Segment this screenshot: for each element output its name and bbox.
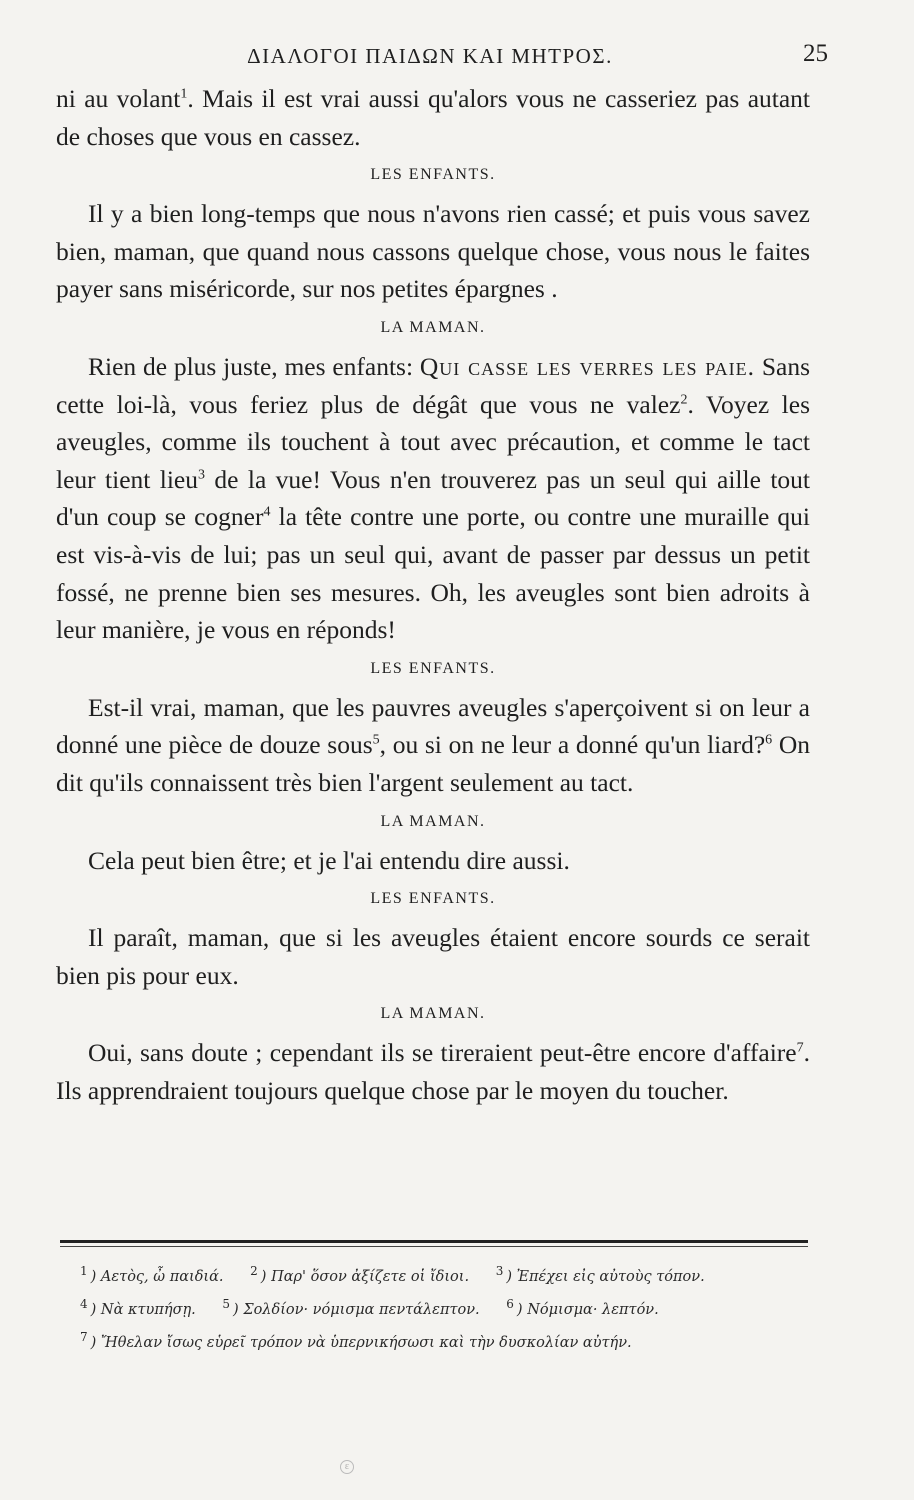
speaker-label: LES ENFANTS. xyxy=(370,166,496,184)
footnote-text: Νόμισμα· λεπτόν. xyxy=(527,1301,659,1318)
footnote-rule-thin xyxy=(60,1246,808,1247)
footnote-ref: 5 xyxy=(372,732,380,748)
paragraph xyxy=(56,1034,810,1109)
text-run: de la vue! Vous n'en trouverez pas un seul qui aille tout d'un coup se cogner xyxy=(56,464,810,532)
footnote-text: Νὰ κτυπήσῃ. xyxy=(100,1301,196,1318)
text-run: Sans cette loi-là, vous feriez plus de dégât que vous ne valez xyxy=(56,351,810,419)
footnote: $^4$ ) Νὰ κτυπήσῃ. xyxy=(80,1296,196,1318)
footnote-ref: 6 xyxy=(765,732,773,748)
page-number: 25 xyxy=(803,40,828,67)
footnote: $^6$ ) Νόμισμα· λεπτόν. xyxy=(506,1296,659,1318)
text-run: . Voyez les aveugles, comme ils touchent à tout avec précaution, et comme le tact leur tient lieu xyxy=(56,389,810,494)
footnote: $^3$ ) Ἐπέχει εἰς αὐτοὺς τόπον. xyxy=(495,1264,705,1285)
speaker-label: LES ENFANTS. xyxy=(370,890,496,908)
speaker-label: LA MAMAN. xyxy=(380,812,486,830)
paragraph: Cela peut bien être; et je l'ai entendu dire aussi. xyxy=(88,845,570,875)
page-header xyxy=(0,40,914,78)
footnote: $^2$ ) Παρ' ὅσον ἀξίζετε οἱ ἴδιοι. xyxy=(250,1264,470,1285)
footnote: $^7$ ) Ἤθελαν ἴσως εὑρεῖ τρόπον νὰ ὑπερνικήσωσι καὶ τὴν δυσκολίαν αὐτήν. xyxy=(80,1329,632,1351)
text-run: la tête contre une porte, ou contre une muraille qui est vis-à-vis de lui; pas un seul qui, avant de passer par dessus un petit fossé, ne prenne bien ses mesures. Oh, les aveugles sont bien adroits à leur manière, je vous en réponds! xyxy=(56,502,810,645)
running-title: ΔΙΑΛΟΓΟΙ ΠΑΙΔΩΝ ΚΑΙ ΜΗΤΡΟΣ. xyxy=(247,44,613,68)
text-run: Oui, sans doute ; cependant ils se tireraient peut-être encore d'affaire xyxy=(88,1038,797,1068)
text-run: Est-il vrai, maman, que les pauvres aveugles s'aperçoivent si on leur a donné une pièce de douze sous xyxy=(56,692,810,760)
footnote-line xyxy=(80,1324,800,1357)
footnote-line xyxy=(80,1258,800,1291)
paragraph-continuation xyxy=(56,80,810,155)
footnote-text: Παρ' ὅσον ἀξίζετε οἱ ἴδιοι. xyxy=(271,1268,470,1285)
footnote-text: Ἤθελαν ἴσως εὑρεῖ τρόπον νὰ ὑπερνικήσωσι καὶ τὴν δυσκολίαν αὐτήν. xyxy=(100,1334,632,1351)
footnote-ref: 3 xyxy=(198,467,205,483)
body-text xyxy=(56,80,810,1109)
text-run: On dit qu'ils connaissent très bien l'argent seulement au tact. xyxy=(56,730,811,797)
text-run: . Mais il est vrai aussi qu'alors vous ne casseriez pas autant de choses que vous en cassez. xyxy=(56,84,811,151)
footnote-ref: 7 xyxy=(796,1040,804,1056)
footnotes xyxy=(80,1258,800,1356)
paragraph: Il paraît, maman, que si les aveugles étaient encore sourds ce serait bien pis pour eux. xyxy=(56,923,810,990)
footnote-number: 3 xyxy=(495,1264,504,1278)
speaker-label: LES ENFANTS. xyxy=(370,659,496,677)
footnote-line xyxy=(80,1291,800,1324)
footnote-number: 2 xyxy=(250,1264,258,1278)
speaker-label: LA MAMAN. xyxy=(380,318,486,336)
footnote-text: Ἐπέχει εἰς αὐτοὺς τόπον. xyxy=(516,1268,705,1285)
footnote-rule xyxy=(60,1240,808,1243)
footnote-text: Σολδίον· νόμισμα πεντάλεπτον. xyxy=(243,1301,480,1318)
footnote-ref: 1 xyxy=(180,86,188,102)
proverb-text: Qui casse les verres les paie. xyxy=(419,351,756,381)
printer-mark: ε xyxy=(340,1460,354,1474)
footnote-ref: 4 xyxy=(263,504,271,520)
footnote-text: Αετὸς, ὦ παιδιά. xyxy=(100,1268,224,1285)
text-run: . Ils apprendraient toujours quelque chose par le moyen du toucher. xyxy=(56,1038,810,1105)
paragraph xyxy=(56,348,810,649)
footnote: $^5$ ) Σολδίον· νόμισμα πεντάλεπτον. xyxy=(222,1296,480,1318)
footnote-number: 5 xyxy=(222,1296,231,1311)
paragraph: Il y a bien long-temps que nous n'avons rien cassé; et puis vous savez bien, maman, que quand nous cassons quelque chose, vous nous le faites payer sans miséricorde, sur nos petites épargnes . xyxy=(56,199,810,304)
footnote-number: 6 xyxy=(506,1296,514,1311)
footnote-number: 1 xyxy=(80,1264,88,1278)
footnote-number: 7 xyxy=(80,1329,88,1344)
text-run: Rien de plus juste, mes enfants: xyxy=(88,351,420,381)
footnote-number: 4 xyxy=(80,1296,88,1311)
text-run: , ou si on ne leur a donné qu'un liard? xyxy=(379,730,766,760)
speaker-label: LA MAMAN. xyxy=(380,1005,486,1023)
footnote: $^1$ ) Αετὸς, ὦ παιδιά. xyxy=(80,1264,224,1285)
footnote-ref: 2 xyxy=(680,392,688,408)
paragraph xyxy=(56,689,810,802)
text-run: ni au volant xyxy=(56,84,181,113)
